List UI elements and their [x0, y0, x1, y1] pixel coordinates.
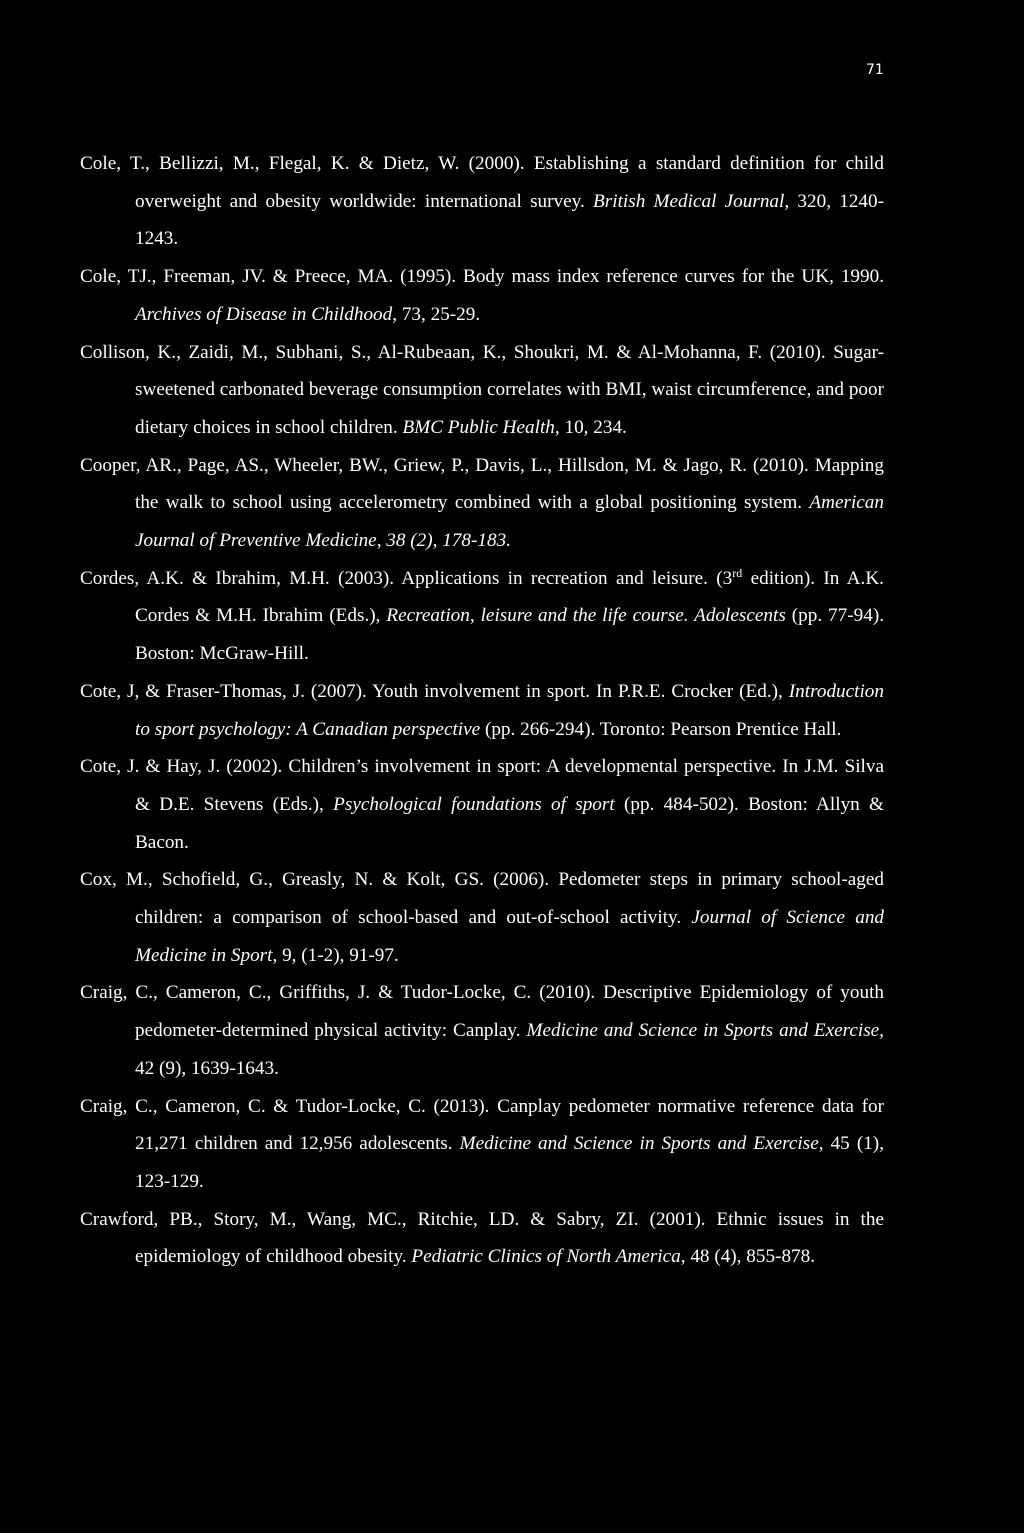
reference-text: Collison, K., Zaidi, M., Subhani, S., Al-Rubeaan, K., Shoukri, M. & Al-Mohanna, F. (2010). Sugar-sweetened carbonated beverage consumption correlates with BMI, waist circumference, and poor dietary choices in school children. — [80, 341, 884, 438]
italic-title-text: Introduction to sport psychology: A Canadian perspective — [135, 680, 884, 740]
reference-entry-craig-2010 — [80, 974, 884, 1087]
italic-title-text: Medicine and Science in Sports and Exercise — [459, 1133, 819, 1155]
reference-list — [80, 145, 884, 1276]
italic-title-text: American Journal of Preventive Medicine, 38 (2), 178-183. — [135, 492, 884, 552]
reference-text: Cote, J, & Fraser-Thomas, J. (2007). Youth involvement in sport. In P.R.E. Crocker (Ed.), — [80, 680, 789, 702]
italic-title-text: Medicine and Science in Sports and Exercise, — [526, 1020, 884, 1042]
reference-text: Craig, C., Cameron, C., Griffiths, J. & Tudor-Locke, C. (2010). Descriptive Epidemiology of youth pedometer-determined physical activity: Canplay. — [80, 982, 884, 1042]
reference-text: , 45 (1), 123-129. — [135, 1133, 884, 1192]
italic-title-text: Journal of Science and Medicine in Sport — [135, 907, 885, 966]
reference-text: Crawford, PB., Story, M., Wang, MC., Ritchie, LD. & Sabry, ZI. (2001). Ethnic issues in the epidemiology of childhood obesity. — [80, 1208, 884, 1268]
reference-text: Cote, J. & Hay, J. (2002). Children’s involvement in sport: A developmental perspective. In J.M. Silva & D.E. Stevens (Eds.), — [80, 756, 884, 815]
page-number: 71 — [866, 62, 884, 78]
reference-entry-cote-2007 — [80, 673, 884, 748]
reference-text: , 48 (4), 855-878. — [680, 1246, 816, 1268]
reference-text: (pp. 266-294). Toronto: Pearson Prentice Hall. — [480, 718, 842, 740]
reference-entry-crawford-2001 — [80, 1201, 884, 1276]
reference-text: Cox, M., Schofield, G., Greasly, N. & Kolt, GS. (2006). Pedometer steps in primary school-aged children: a comparison of school-based and out-of-school activity. — [80, 869, 884, 929]
italic-title-text: Pediatric Clinics of North America — [411, 1246, 681, 1268]
reference-entry-cote-2002 — [80, 748, 884, 861]
reference-text: (pp. 484-502). Boston: Allyn & Bacon. — [135, 793, 884, 853]
reference-text: edition). In A.K. Cordes & M.H. Ibrahim (Eds.), — [135, 567, 884, 627]
reference-entry-cole-1995 — [80, 258, 884, 333]
reference-text: 10, 234. — [559, 416, 627, 438]
reference-entry-craig-2013 — [80, 1088, 884, 1201]
reference-text: Cooper, AR., Page, AS., Wheeler, BW., Griew, P., Davis, L., Hillsdon, M. & Jago, R. (2010). Mapping the walk to school using accelerometry combined with a global positioning system. — [80, 454, 884, 514]
reference-entry-cole-2000 — [80, 145, 884, 258]
italic-title-text: Psychological foundations of sport — [333, 793, 615, 815]
italic-title-text: Recreation, leisure and the life course. Adolescents — [386, 605, 786, 627]
reference-text: Cordes, A.K. & Ibrahim, M.H. (2003). Applications in recreation and leisure. (3 — [80, 567, 733, 589]
italic-title-text: BMC Public Health, — [402, 416, 560, 438]
reference-text: , 9, (1-2), 91-97. — [272, 944, 399, 966]
reference-entry-cordes-2003 — [80, 560, 884, 673]
reference-text: , 73, 25-29. — [392, 303, 481, 325]
reference-text: 320, 1240-1243. — [135, 190, 885, 250]
reference-text: Cole, TJ., Freeman, JV. & Preece, MA. (1995). Body mass index reference curves for the UK, 1990. — [80, 266, 884, 288]
reference-entry-cooper-2010 — [80, 447, 884, 560]
superscript-text: rd — [732, 565, 743, 580]
reference-text: Craig, C., Cameron, C. & Tudor-Locke, C. (2013). Canplay pedometer normative reference data for 21,271 children and 12,956 adolescents. — [80, 1095, 884, 1155]
italic-title-text: Archives of Disease in Childhood — [135, 303, 393, 325]
reference-entry-collison-2010 — [80, 334, 884, 447]
reference-text: (pp. 77-94). Boston: McGraw-Hill. — [135, 605, 885, 665]
reference-text: Cole, T., Bellizzi, M., Flegal, K. & Dietz, W. (2000). Establishing a standard definition for child overweight and obesity worldwide: international survey. — [80, 153, 884, 212]
reference-entry-cox-2006 — [80, 861, 884, 974]
reference-text: 42 (9), 1639-1643. — [135, 1057, 279, 1079]
italic-title-text: British Medical Journal, — [593, 190, 790, 212]
